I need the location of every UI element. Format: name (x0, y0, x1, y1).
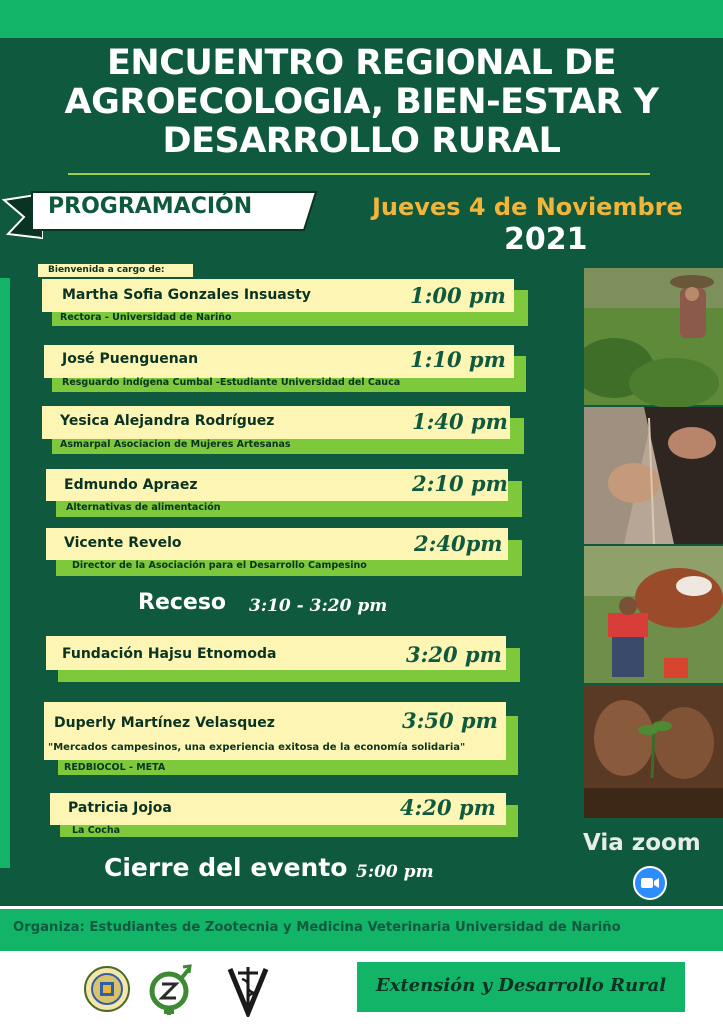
seedling-hands-photo (584, 685, 723, 818)
speaker-name: Edmundo Apraez (64, 477, 198, 493)
speaker-name: Yesica Alejandra Rodríguez (60, 413, 275, 429)
extension-label: Extensión y Desarrollo Rural (375, 975, 667, 996)
speaker-detail: La Cocha (72, 825, 121, 836)
speaker-detail: Alternativas de alimentación (66, 502, 221, 513)
title-line-2: AGROECOLOGIA, BIEN-ESTAR Y (64, 82, 659, 122)
weaving-hands-photo (584, 407, 723, 544)
speaker-name: Martha Sofia Gonzales Insuasty (62, 287, 311, 303)
speaker-name: Patricia Jojoa (68, 800, 172, 816)
session-time: 1:00 pm (410, 283, 506, 308)
title-divider (68, 173, 650, 175)
left-accent-bar (0, 278, 10, 868)
via-zoom-label: Via zoom (583, 830, 701, 856)
veterinary-logo (226, 965, 270, 1017)
zootecnia-logo (147, 961, 193, 1017)
zoom-camera-icon (633, 866, 667, 900)
break-label: Receso (138, 590, 227, 615)
farmer-field-photo (584, 268, 723, 408)
title-line-3: DESARROLLO RURAL (162, 121, 561, 161)
milking-cow-photo (584, 546, 723, 683)
speaker-name: Duperly Martínez Velasquez (54, 715, 275, 731)
speaker-name: Fundación Hajsu Etnomoda (62, 646, 277, 662)
talk-title: "Mercados campesinos, una experiencia exitosa de la economía solidaria" (48, 742, 466, 753)
event-title (20, 44, 703, 161)
session-time: 3:20 pm (406, 642, 502, 667)
speaker-detail: Director de la Asociación para el Desarrollo Campesino (72, 560, 367, 571)
top-accent-strip (0, 0, 723, 38)
speaker-detail: REDBIOCOL - META (64, 762, 166, 773)
welcome-label: Bienvenida a cargo de: (38, 264, 193, 277)
event-year: 2021 (504, 222, 588, 257)
organizer-text: Organiza: Estudiantes de Zootecnia y Medicina Veterinaria Universidad de Nariño (13, 920, 621, 935)
event-date: Jueves 4 de Noviembre (372, 193, 683, 221)
university-seal-logo (83, 965, 131, 1013)
closing-time: 5:00 pm (356, 862, 434, 882)
photo-column (584, 268, 723, 818)
session-time: 2:40pm (414, 531, 503, 556)
session-time: 2:10 pm (412, 471, 508, 496)
session-time: 1:40 pm (412, 409, 508, 434)
session-time: 1:10 pm (410, 347, 506, 372)
speaker-detail: Rectora - Universidad de Nariño (60, 312, 232, 323)
title-line-1: ENCUENTRO REGIONAL DE (107, 43, 616, 83)
speaker-detail: Resguardo indígena Cumbal -Estudiante Universidad del Cauca (62, 377, 401, 388)
speaker-name: José Puenguenan (62, 351, 199, 367)
speaker-detail: Asmarpal Asociacion de Mujeres Artesanas (60, 439, 291, 450)
closing-label: Cierre del evento (104, 853, 348, 882)
speaker-name: Vicente Revelo (64, 535, 182, 551)
break-time: 3:10 - 3:20 pm (249, 596, 388, 616)
session-time: 4:20 pm (400, 795, 496, 820)
programacion-label: PROGRAMACIÓN (48, 194, 253, 219)
session-time: 3:50 pm (402, 708, 498, 733)
